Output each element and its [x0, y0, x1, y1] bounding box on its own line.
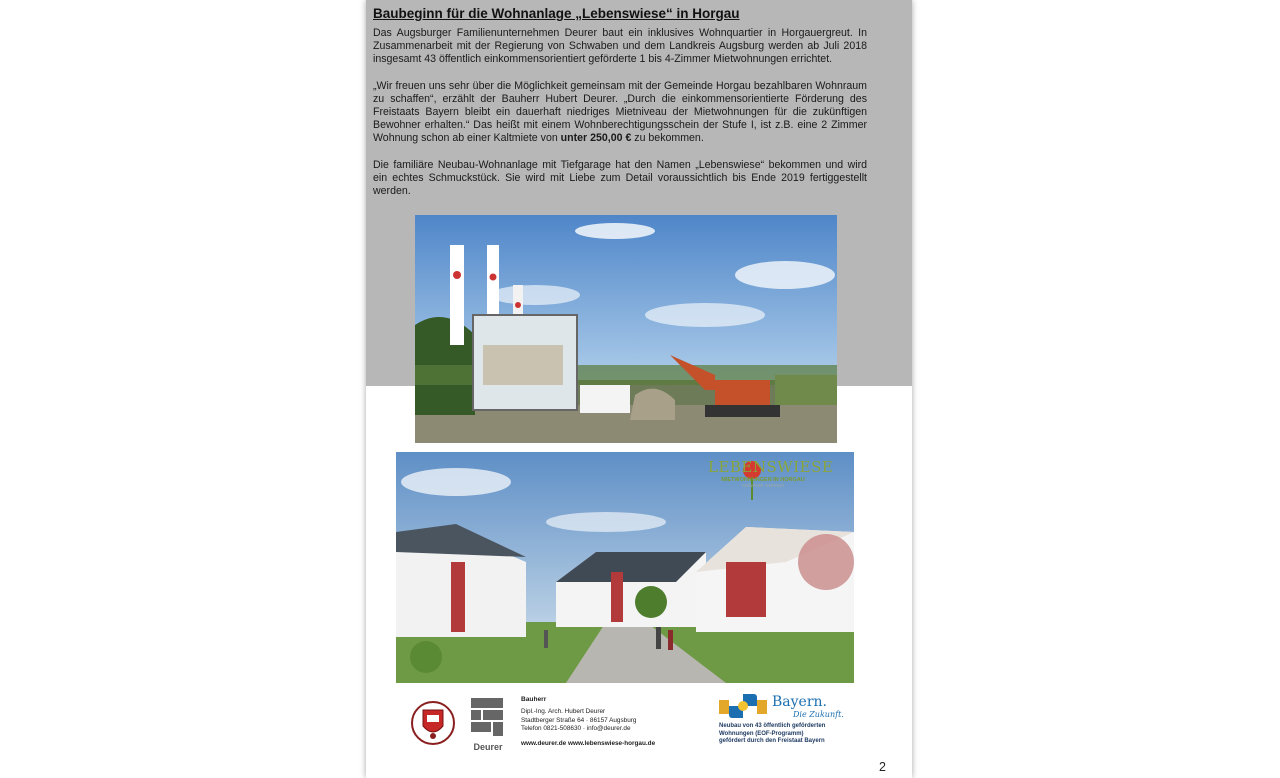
bauherr-contact	[521, 696, 655, 749]
funding-line: gefördert durch den Freistaat Bayern	[719, 738, 825, 745]
lebenswiese-logo	[708, 458, 834, 489]
funding-note	[719, 723, 859, 746]
bauherr-line: Dipl.-Ing. Arch. Hubert Deurer	[521, 707, 606, 715]
logo-tagline: naturnah wohnen	[741, 483, 785, 489]
logo-subtitle: MIETWOHNUNGEN IN HORGAU	[721, 477, 805, 483]
funding-line: Wohnungen (EOF-Programm)	[719, 730, 804, 737]
document-page	[366, 0, 912, 778]
bayern-tagline: Die Zukunft.	[793, 710, 844, 719]
bayern-wordmark: Bayern.	[772, 694, 827, 710]
paragraph-2-text-a: „Wir freuen uns sehr über die Möglichkeit gemeinsam mit der Gemeinde Horgau bezahlbaren Wohnraum zu schaffen“, erzählt der Bauherr Hubert Deurer. „Durch die einkommensorientierte Förderung des Freistaats Bayern bleibt ein dauerhaft niedriges Mietniveau der Mietwohnungen für die zukünftigen Bewohner erhalten.“ Das heißt mit einem Wohnberechtigungsschein der Stufe I, ist z.B. eine 2 Zimmer Wohnung schon ab einer Kaltmiete von	[373, 79, 867, 145]
logo-title: LEBENSWIESE	[708, 458, 834, 476]
article-paragraph-3: Die familiäre Neubau-Wohnanlage mit Tiefgarage hat den Namen „Lebenswiese“ bekommen und wird ein echtes Schmuckstück. Sie wird mit Liebe zum Detail voraussichtlich bis Ende 2019 fertiggestellt werden.	[373, 158, 867, 198]
article-title: Baubeginn für die Wohnanlage „Lebenswiese“ in Horgau	[373, 6, 740, 21]
rent-highlight: unter 250,00 €	[560, 132, 632, 145]
article-paragraph-1: Das Augsburger Familienunternehmen Deurer baut ein inklusives Wohnquartier in Horgauergreut. In Zusammenarbeit mit der Regierung von Schwaben und dem Landkreis Augsburg werden ab Juli 2018 insgesamt 43 öffentlich einkommensorientiert geförderte 1 bis 4-Zimmer Mietwohnungen errichtet.	[373, 27, 867, 66]
bauherr-heading: Bauherr	[521, 696, 547, 703]
deurer-mark-icon	[469, 696, 505, 740]
bauherr-line: Stadtberger Straße 64 · 86157 Augsburg	[521, 716, 637, 724]
article	[373, 6, 867, 211]
deurer-name: Deurer	[473, 742, 503, 752]
funding-line: Neubau von 43 öffentlich geförderten	[719, 723, 826, 729]
footer	[366, 690, 912, 778]
construction-photo-graphic	[415, 215, 837, 443]
architectural-rendering	[396, 452, 854, 683]
construction-site-photo	[415, 215, 837, 443]
bauherr-line: Telefon 0821-508630 · info@deurer.de	[521, 725, 631, 733]
deurer-logo	[469, 696, 505, 752]
horgau-crest-icon	[410, 696, 456, 750]
paragraph-2-text-b: zu bekommen.	[631, 132, 704, 145]
article-paragraph-2	[373, 80, 867, 146]
bayern-coat-of-arms-icon	[719, 690, 767, 720]
page-number: 2	[879, 760, 886, 774]
websites: www.deurer.de www.lebenswiese-horgau.de	[521, 740, 656, 748]
